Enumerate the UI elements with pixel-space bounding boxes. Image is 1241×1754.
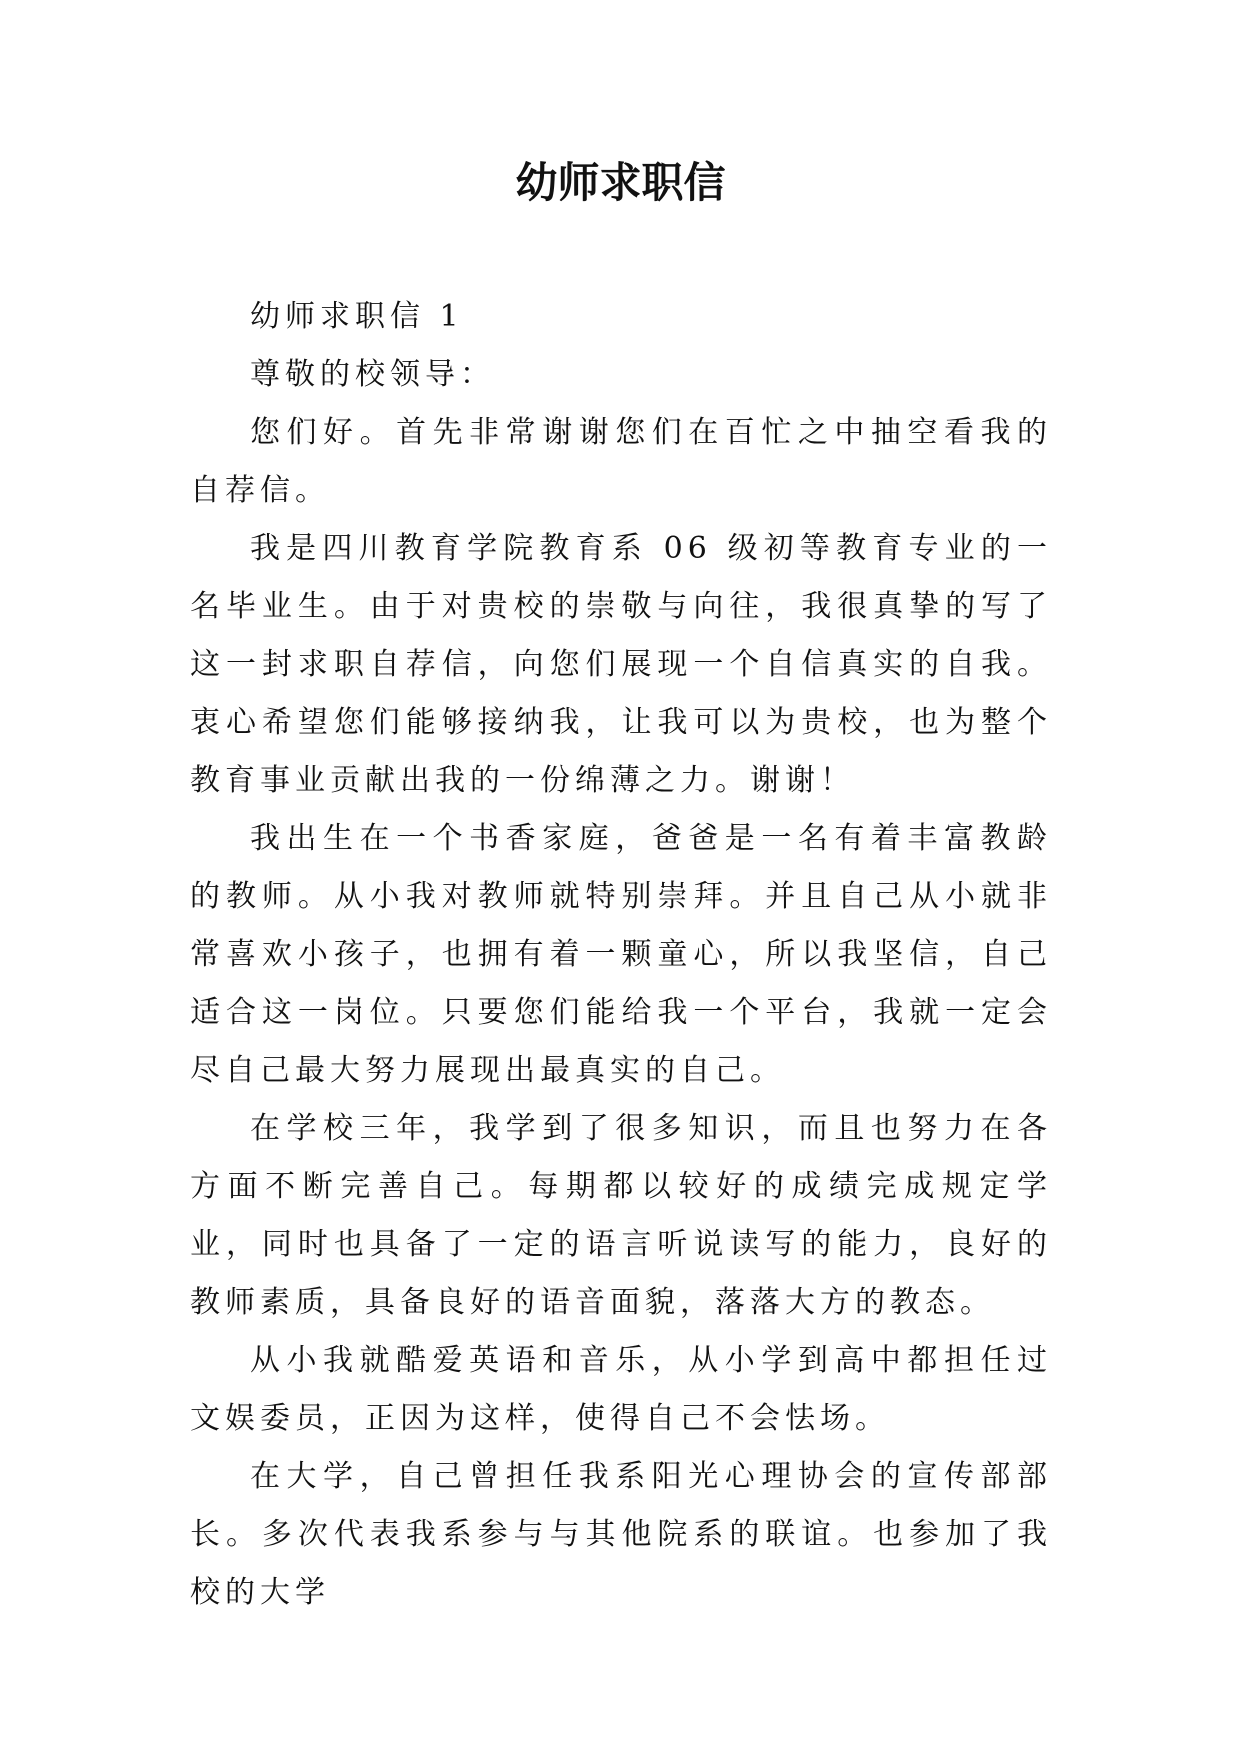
document-title: 幼师求职信: [515, 158, 726, 207]
paragraph: 在学校三年，我学到了很多知识，而且也努力在各方面不断完善自己。每期都以较好的成绩完成规定学业，同时也具备了一定的语言听说读写的能力，良好的教师素质，具备良好的语音面貌，落落大方的教态。: [190, 1111, 1052, 1320]
paragraph: 我是四川教育学院教育系 06 级初等教育专业的一名毕业生。由于对贵校的崇敬与向往，我很真挚的写了这一封求职自荐信，向您们展现一个自信真实的自我。衷心希望您们能够接纳我，让我可以为贵校，也为整个教育事业贡献出我的一份绵薄之力。谢谢！: [190, 531, 1052, 798]
paragraph: 您们好。首先非常谢谢您们在百忙之中抽空看我的自荐信。: [190, 415, 1052, 508]
document-body: [190, 288, 1052, 1622]
paragraph: 在大学，自己曾担任我系阳光心理协会的宣传部部长。多次代表我系参与与其他院系的联谊。也参加了我校的大学: [190, 1459, 1052, 1610]
paragraph: 从小我就酷爱英语和音乐，从小学到高中都担任过文娱委员，正因为这样，使得自己不会怯场。: [190, 1343, 1052, 1436]
paragraph-heading: 幼师求职信 1: [250, 299, 464, 334]
paragraph: 我出生在一个书香家庭，爸爸是一名有着丰富教龄的教师。从小我对教师就特别崇拜。并且自己从小就非常喜欢小孩子，也拥有着一颗童心，所以我坚信，自己适合这一岗位。只要您们能给我一个平台，我就一定会尽自己最大努力展现出最真实的自己。: [190, 821, 1052, 1088]
paragraph-salutation: 尊敬的校领导：: [250, 357, 495, 392]
